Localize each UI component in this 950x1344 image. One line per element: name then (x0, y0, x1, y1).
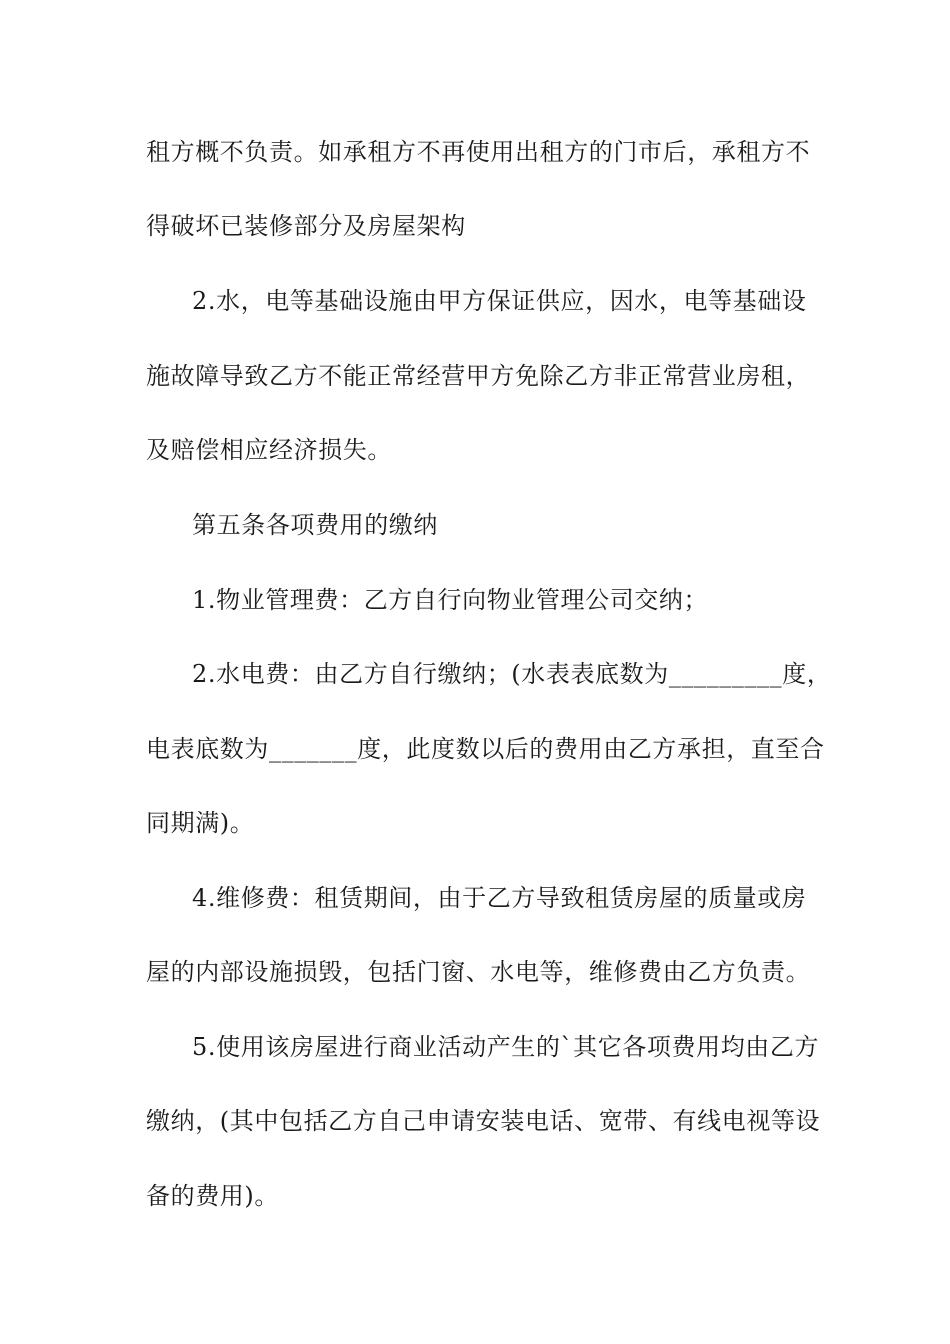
paragraph-start-line: 1.物业管理费：乙方自行向物业管理公司交纳； (192, 586, 709, 614)
text-line: 同期满)。 (146, 809, 255, 837)
text-line: 施故障导致乙方不能正常经营甲方免除乙方非正常营业房租， (146, 362, 811, 390)
text-line: 缴纳，(其中包括乙方自己申请安装电话、宽带、有线电视等设 (146, 1107, 821, 1135)
text-line: 屋的内部设施损毁，包括门窗、水电等，维修费由乙方负责。 (146, 958, 811, 986)
text-line: 及赔偿相应经济损失。 (146, 436, 392, 464)
paragraph-start-line: 4.维修费：租赁期间，由于乙方导致租赁房屋的质量或房 (192, 884, 807, 912)
text-line: 电表底数为_______度，此度数以后的费用由乙方承担，直至合 (146, 735, 825, 763)
paragraph-start-line: 2.水电费：由乙方自行缴纳；(水表表底数为_________度， (192, 660, 832, 688)
text-line: 备的费用)。 (146, 1182, 279, 1210)
text-line: 得破坏已装修部分及房屋架构 (146, 212, 466, 240)
paragraph-start-line: 5.使用该房屋进行商业活动产生的`其它各项费用均由乙方 (192, 1033, 820, 1061)
section-heading: 第五条各项费用的缴纳 (192, 511, 438, 539)
paragraph-start-line: 2.水，电等基础设施由甲方保证供应，因水，电等基础设 (192, 287, 807, 315)
text-line: 租方概不负责。如承租方不再使用出租方的门市后，承租方不 (146, 138, 811, 166)
